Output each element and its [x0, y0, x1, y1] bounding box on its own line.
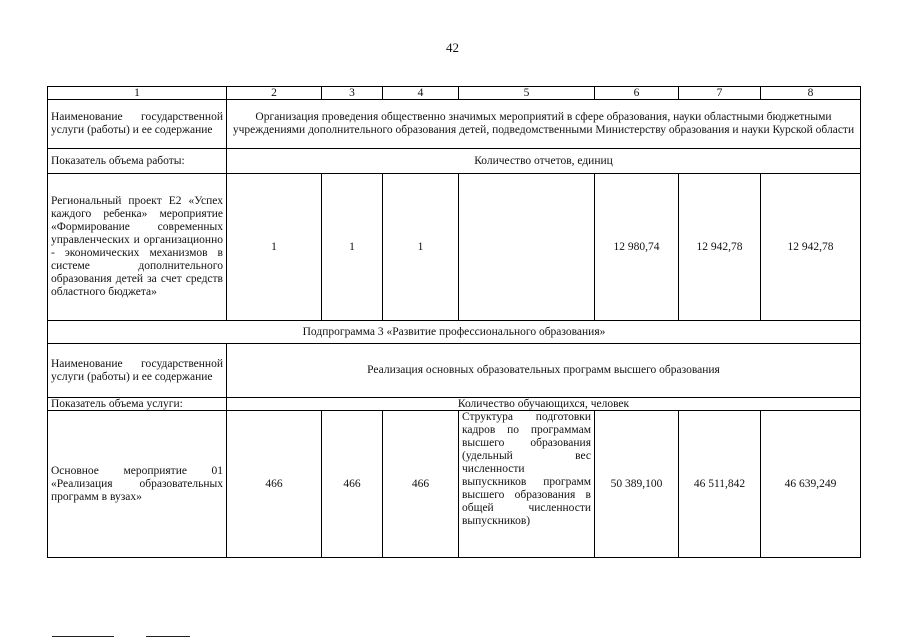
indicator-row — [48, 149, 861, 174]
value-col-7: 12 942,78 — [679, 174, 761, 321]
column-number-7: 7 — [679, 87, 761, 100]
service-name-label: Наименование государственной услуги (работы) и ее содержание — [48, 100, 227, 149]
data-row — [48, 174, 861, 321]
column-number-1: 1 — [48, 87, 227, 100]
activity-name: Основное мероприятие 01 «Реализация образовательных программ в вузах» — [48, 411, 227, 558]
value-col-6: 12 980,74 — [595, 174, 679, 321]
indicator-row — [48, 398, 861, 411]
value-col-4: 1 — [383, 174, 459, 321]
value-col-7: 46 511,842 — [679, 411, 761, 558]
indicator-value: Количество обучающихся, человек — [227, 398, 861, 411]
value-col-3: 1 — [322, 174, 383, 321]
value-col-2: 466 — [227, 411, 322, 558]
column-number-row — [48, 87, 861, 100]
value-col-2: 1 — [227, 174, 322, 321]
value-col-6: 50 389,100 — [595, 411, 679, 558]
activity-name: Региональный проект Е2 «Успех каждого ребенка» мероприятие «Формирование современных управленческих и организационно - экономических механизмов в системе дополнительного образования детей за счет средств областного бюджета» — [48, 174, 227, 321]
value-col-8: 12 942,78 — [761, 174, 861, 321]
column-number-2: 2 — [227, 87, 322, 100]
value-col-5 — [459, 174, 595, 321]
subprogram-title: Подпрограмма 3 «Развитие профессионального образования» — [48, 321, 861, 344]
scan-artifact-line — [52, 636, 114, 637]
column-number-3: 3 — [322, 87, 383, 100]
indicator-label: Показатель объема услуги: — [48, 398, 227, 411]
service-name-row — [48, 100, 861, 149]
page-number: 42 — [446, 40, 459, 55]
subprogram-row — [48, 321, 861, 344]
value-col-5: Структура подготовки кадров по программам высшего образования (удельный вес численности выпускников программ высшего образования в общей численности выпускников) — [459, 411, 595, 558]
column-number-6: 6 — [595, 87, 679, 100]
service-name-label: Наименование государственной услуги (работы) и ее содержание — [48, 344, 227, 398]
service-name-row — [48, 344, 861, 398]
column-number-8: 8 — [761, 87, 861, 100]
value-col-4: 466 — [383, 411, 459, 558]
column-number-4: 4 — [383, 87, 459, 100]
column-number-5: 5 — [459, 87, 595, 100]
scan-artifact-line — [146, 636, 190, 637]
budget-table — [47, 86, 861, 558]
indicator-value: Количество отчетов, единиц — [227, 149, 861, 174]
service-name-value: Организация проведения общественно значимых мероприятий в сфере образования, науки областными бюджетными учреждениями дополнительного образования детей, подведомственными Министерству образования и науки Курской области — [227, 100, 861, 149]
indicator-label: Показатель объема работы: — [48, 149, 227, 174]
value-col-3: 466 — [322, 411, 383, 558]
value-col-8: 46 639,249 — [761, 411, 861, 558]
service-name-value: Реализация основных образовательных программ высшего образования — [227, 344, 861, 398]
data-row — [48, 411, 861, 558]
